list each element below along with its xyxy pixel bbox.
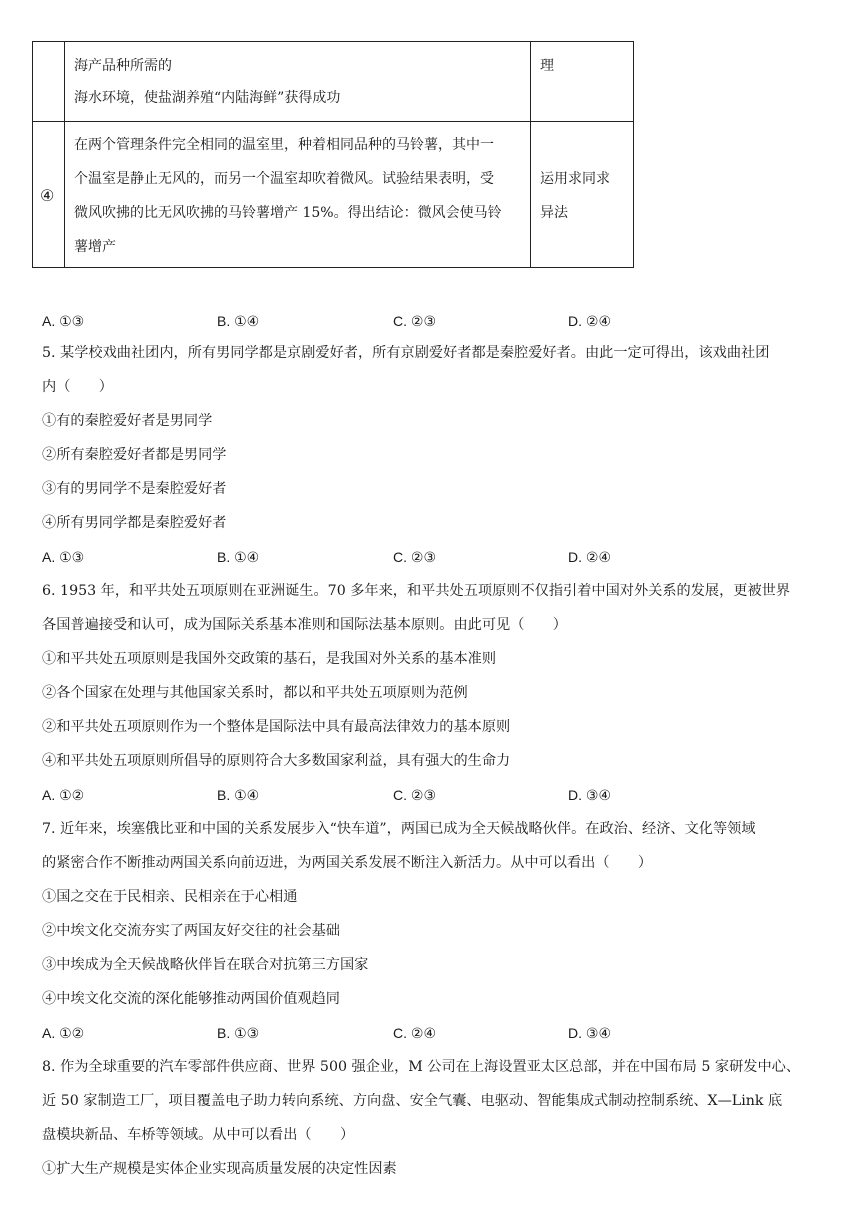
q5-item-3: ③有的男同学不是秦腔爱好者 — [42, 481, 227, 497]
q8-stem-line3: 盘模块新品、车桥等领域。从中可以看出（ ） — [42, 1127, 355, 1143]
q7-stem-line1: 7. 近年来，埃塞俄比亚和中国的关系发展步入“快车道”，两国已成为全天候战略伙伴。在政治、经济、文化等领域 — [42, 821, 756, 837]
q6-option-c[interactable]: C. ②③ — [393, 787, 436, 803]
table-row1-method: 理 — [540, 58, 554, 74]
q7-option-b[interactable]: B. ①③ — [217, 1025, 260, 1041]
q5-item-4: ④所有男同学都是秦腔爱好者 — [42, 515, 227, 531]
q4-option-c[interactable]: C. ②③ — [393, 313, 436, 329]
table-row1-content-line1: 海产品种所需的 — [74, 58, 172, 74]
q4-option-a[interactable]: A. ①③ — [42, 313, 85, 329]
q6-item-3: ②和平共处五项原则作为一个整体是国际法中具有最高法律效力的基本原则 — [42, 719, 511, 735]
q6-stem-line2: 各国普遍接受和认可，成为国际关系基本准则和国际法基本原则。由此可见（ ） — [42, 617, 567, 633]
method-table — [32, 41, 634, 268]
q6-item-1: ①和平共处五项原则是我国外交政策的基石，是我国对外关系的基本准则 — [42, 651, 497, 667]
q4-option-d[interactable]: D. ②④ — [568, 313, 611, 329]
q7-item-3: ③中埃成为全天候战略伙伴旨在联合对抗第三方国家 — [42, 957, 369, 973]
q5-option-b[interactable]: B. ①④ — [217, 549, 260, 565]
table-row2-content-line1: 在两个管理条件完全相同的温室里，种着相同品种的马铃薯，其中一 — [74, 137, 494, 153]
q7-stem-line2: 的紧密合作不断推动两国关系向前迈进，为两国关系发展不断注入新活力。从中可以看出（ ） — [42, 855, 653, 871]
q7-option-c[interactable]: C. ②④ — [393, 1025, 436, 1041]
table-row2-method-line2: 异法 — [540, 205, 568, 221]
q5-stem-line1: 5. 某学校戏曲社团内，所有男同学都是京剧爱好者，所有京剧爱好者都是秦腔爱好者。由此一定可得出，该戏曲社团 — [42, 345, 770, 361]
q5-stem-line2: 内（ ） — [42, 379, 113, 395]
q5-option-d[interactable]: D. ②④ — [568, 549, 611, 565]
q7-option-a[interactable]: A. ①② — [42, 1025, 85, 1041]
q6-item-4: ④和平共处五项原则所倡导的原则符合大多数国家利益，具有强大的生命力 — [42, 753, 511, 769]
table-row2-content-line4: 薯增产 — [74, 239, 116, 255]
q7-item-2: ②中埃文化交流夯实了两国友好交往的社会基础 — [42, 923, 340, 939]
q5-option-c[interactable]: C. ②③ — [393, 549, 436, 565]
table-row2-index: ④ — [40, 186, 55, 205]
q6-option-a[interactable]: A. ①② — [42, 787, 85, 803]
table-row1-content-line2: 海水环境，使盐湖养殖“内陆海鲜”获得成功 — [74, 90, 341, 106]
q5-option-a[interactable]: A. ①③ — [42, 549, 85, 565]
q5-item-2: ②所有秦腔爱好者都是男同学 — [42, 447, 227, 463]
q4-option-b[interactable]: B. ①④ — [217, 313, 260, 329]
table-row2-content-line2: 个温室是静止无风的，而另一个温室却吹着微风。试验结果表明，受 — [74, 171, 494, 187]
q8-stem-line2: 近 50 家制造工厂，项目覆盖电子助力转向系统、方向盘、安全气囊、电驱动、智能集成式制动控制系统、X—Link 底 — [42, 1093, 783, 1109]
table-divider — [530, 42, 531, 267]
table-divider — [33, 121, 633, 122]
q8-item-1: ①扩大生产规模是实体企业实现高质量发展的决定性因素 — [42, 1161, 397, 1177]
q6-stem-line1: 6. 1953 年，和平共处五项原则在亚洲诞生。70 多年来，和平共处五项原则不仅指引着中国对外关系的发展，更被世界 — [42, 583, 791, 599]
table-row2-method-line1: 运用求同求 — [540, 171, 610, 187]
q8-stem-line1: 8. 作为全球重要的汽车零部件供应商、世界 500 强企业，M 公司在上海设置亚太区总部，并在中国布局 5 家研发中心、 — [42, 1059, 801, 1075]
table-row2-content-line3: 微风吹拂的比无风吹拂的马铃薯增产 15%。得出结论：微风会使马铃 — [74, 205, 502, 221]
q7-option-d[interactable]: D. ③④ — [568, 1025, 611, 1041]
q6-option-b[interactable]: B. ①④ — [217, 787, 260, 803]
table-divider — [64, 42, 65, 267]
q7-item-1: ①国之交在于民相亲、民相亲在于心相通 — [42, 889, 298, 905]
q7-item-4: ④中埃文化交流的深化能够推动两国价值观趋同 — [42, 991, 340, 1007]
q5-item-1: ①有的秦腔爱好者是男同学 — [42, 413, 213, 429]
q6-item-2: ②各个国家在处理与其他国家关系时，都以和平共处五项原则为范例 — [42, 685, 468, 701]
q6-option-d[interactable]: D. ③④ — [568, 787, 611, 803]
